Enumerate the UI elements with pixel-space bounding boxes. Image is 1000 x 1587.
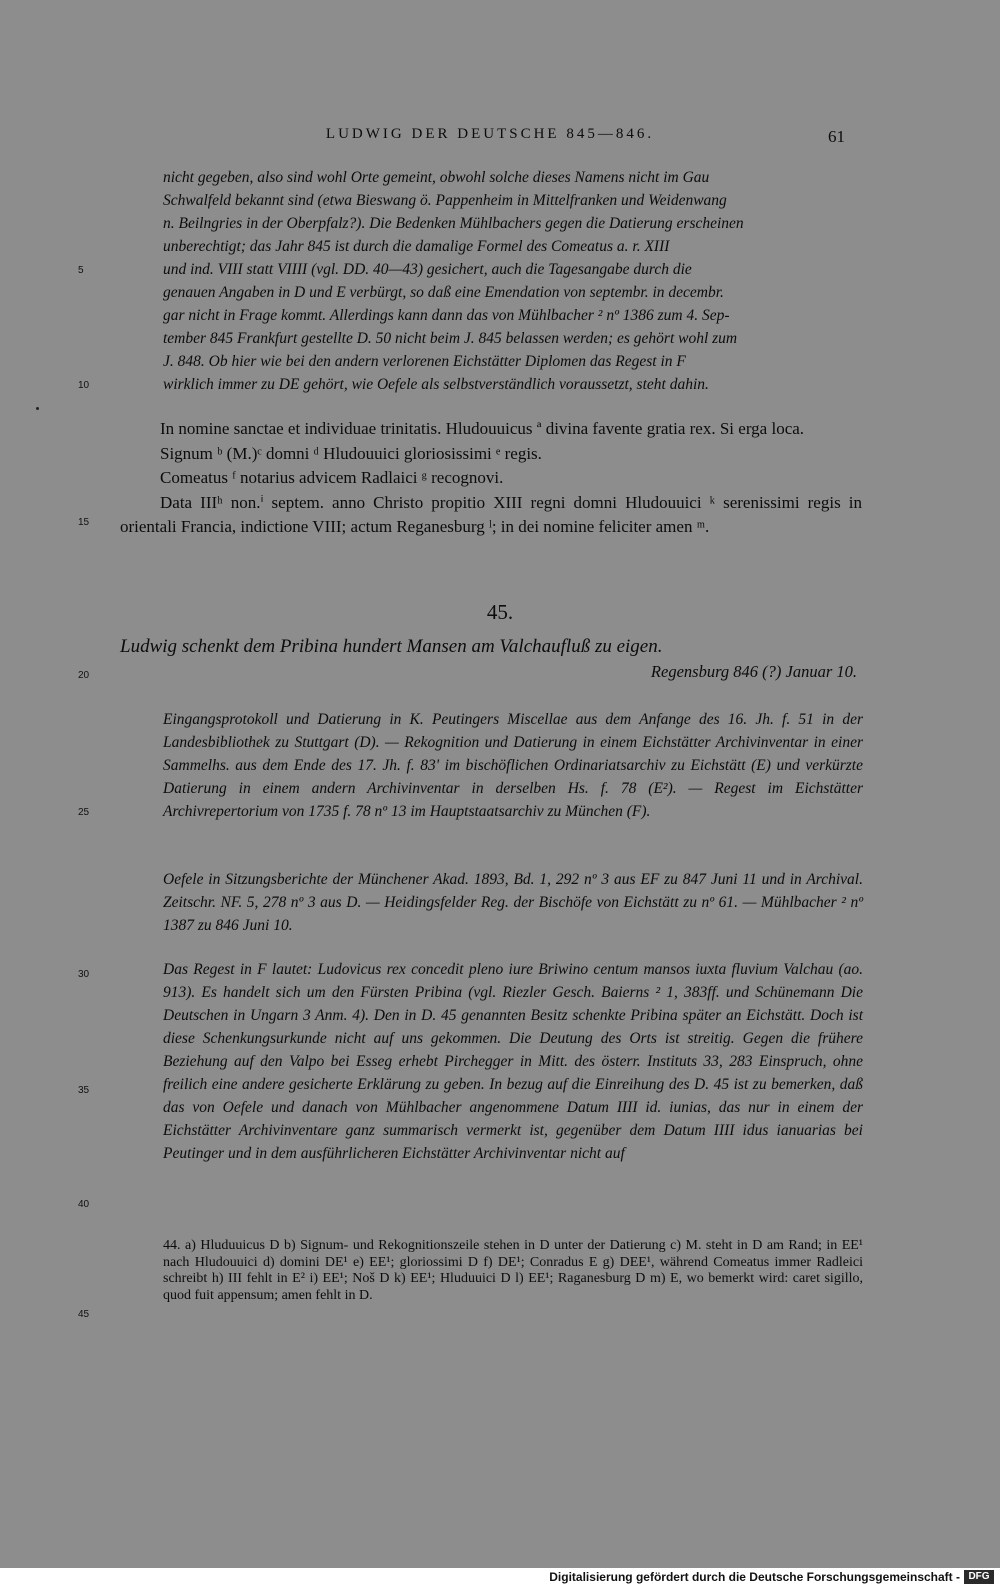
footnotes-44 [163, 1238, 863, 1304]
document-title: Ludwig schenkt dem Pribina hundert Mansen am Valchaufluß zu eigen. [120, 636, 663, 657]
literature-paragraph [163, 868, 863, 937]
line-number: 45 [78, 1309, 90, 1320]
line-number: 30 [78, 969, 90, 980]
datum-line: Data IIIʰ non.ⁱ septem. anno Christo propitio XIII regni domni Hludouuici ᵏ serenissimi regis in orientali Francia, indictione VIII; actum Reganesburg ˡ; in dei nomine feliciter amen ᵐ. [120, 492, 862, 536]
line-number: 20 [78, 670, 90, 681]
dfg-logo-icon: DFG [964, 1570, 994, 1584]
commentary-line: genauen Angaben in D und E verbürgt, so daß eine Emendation von septembr. in decembr. [163, 284, 724, 301]
commentary-line: Schwalfeld bekannt sind (etwa Bieswang ö. Pappenheim in Mittelfranken und Weidenwang [163, 192, 727, 209]
document-number: 45. [486, 600, 514, 624]
commentary-45 [163, 958, 863, 1165]
commentary-line: gar nicht in Frage kommt. Allerdings kann dann das von Mühlbacher ² nº 1386 zum 4. Sep- [163, 307, 730, 324]
commentary-line: nicht gegeben, also sind wohl Orte gemeint, obwohl solche dieses Namens nicht im Gau [163, 169, 710, 186]
scan-speck [36, 407, 39, 410]
document-date: Regensburg 846 (?) Januar 10. [650, 662, 857, 681]
line-number: 35 [78, 1085, 90, 1096]
recognition-line: Comeatus ᶠ notarius advicem Radlaici ᵍ recognovi. [160, 468, 504, 487]
commentary-line: tember 845 Frankfurt gestellte D. 50 nicht beim J. 845 belassen werden; es gehört wohl zum [163, 330, 738, 347]
line-number: 10 [78, 380, 90, 391]
tradition-text: Eingangsprotokoll und Datierung in K. Peutingers Miscellae aus dem Anfange des 16. Jh. f. 51 in der Landesbibliothek zu Stuttgart (D). — Rekognition und Datierung in einem Eichstätter Archivinventar in einer Sammelhs. aus dem Ende des 17. Jh. f. 83' im bischöflichen Ordinariatsarchiv zu Eichstätt (E) und verkürzte Datierung in einem andern Archivinventar in derselben Hs. f. 78 (E²). — Regest im Eichstätter Archivrepertorium von 1735 f. 78 nº 13 im Hauptstaatsarchiv zu München (F). [163, 711, 863, 820]
commentary-45-text: Das Regest in F lautet: Ludovicus rex concedit pleno iure Briwino centum mansos iuxta fluvium Valchau (ao. 913). Es handelt sich um den Fürsten Pribina (vgl. Riezler Gesch. Baierns ² 1, 383ff. und Schünemann Die Deutschen in Ungarn 3 Anm. 4). Den in D. 45 genannten Besitz schenkte Pribina später an Eichstätt. Doch ist diese Schenkungsurkunde nicht auf uns gekommen. Die Deutung des Orts ist streitig. Gegen die frühere Beziehung auf den Valpo bei Esseg erhebt Pirchegger in Mitt. des österr. Instituts 33, 283 Einspruch, ohne freilich eine andere gesicherte Erklärung zu geben. In bezug auf die Einreihung des D. 45 ist zu bemerken, daß das von Oefele und danach von Mühlbacher angenommene Datum IIII id. iunias, das nur in einem der Eichstätter Archivinventare ganz summarisch vermerkt ist, gegenüber dem Datum IIII idus ianuarias bei Peutinger und in dem ausführlicheren Eichstätter Archivinventar nicht auf [163, 961, 863, 1162]
line-number: 5 [78, 265, 84, 276]
document-44-text [120, 417, 862, 540]
invocation-line: In nomine sanctae et individuae trinitatis. Hludouuicus ª divina favente gratia rex. Si erga loca. [160, 419, 805, 438]
commentary-line: n. Beilngries in der Oberpfalz?). Die Bedenken Mühlbachers gegen die Datierung erscheinen [163, 215, 744, 232]
page-number: 61 [828, 127, 845, 146]
line-number: 15 [78, 517, 90, 528]
commentary-line: unberechtigt; das Jahr 845 ist durch die damalige Formel des Comeatus a. r. XIII [163, 238, 670, 255]
commentary-line: und ind. VIII statt VIIII (vgl. DD. 40—43) gesichert, auch die Tagesangabe durch die [163, 261, 692, 278]
commentary-line: J. 848. Ob hier wie bei den andern verlorenen Eichstätter Diplomen das Regest in F [163, 353, 686, 370]
literature-text: Oefele in Sitzungsberichte der Münchener Akad. 1893, Bd. 1, 292 nº 3 aus EF zu 847 Juni 11 und in Archival. Zeitschr. NF. 5, 278 nº 3 aus D. — Heidingsfelder Reg. der Bischöfe von Eichstätt zu nº 61. — Mühlbacher ² nº 1387 zu 846 Juni 10. [163, 871, 863, 934]
commentary-top [163, 166, 863, 396]
line-number: 25 [78, 807, 90, 818]
running-title: LUDWIG DER DEUTSCHE 845—846. [325, 126, 655, 142]
footnotes-text: 44. a) Hluduuicus D b) Signum- und Rekognitionszeile stehen in D unter der Datierung c) M. steht in D am Rand; in EE¹ nach Hludouuici d) domini DE¹ e) EE¹; gloriossimi D f) DE¹; Conradus E g) DEE¹, während Comeatus immer Radleici schreibt h) III fehlt in E² i) EE¹; Noš D k) EE¹; Hluduuici D l) EE¹; Raganesburg D m) E, wo bemerkt wird: caret sigillo, quod fuit appensum; amen fehlt in D. [163, 1238, 863, 1303]
footer-bar [0, 1568, 1000, 1587]
commentary-line: wirklich immer zu DE gehört, wie Oefele als selbstverständlich voraussetzt, steht dahin. [163, 376, 709, 393]
signum-line: Signum ᵇ (M.)ᶜ domni ᵈ Hludouuici gloriosissimi ᵉ regis. [160, 443, 542, 463]
tradition-paragraph [163, 708, 863, 823]
dfg-credit: Digitalisierung gefördert durch die Deutsche Forschungsgemeinschaft - [549, 1570, 960, 1584]
line-number: 40 [78, 1199, 90, 1210]
